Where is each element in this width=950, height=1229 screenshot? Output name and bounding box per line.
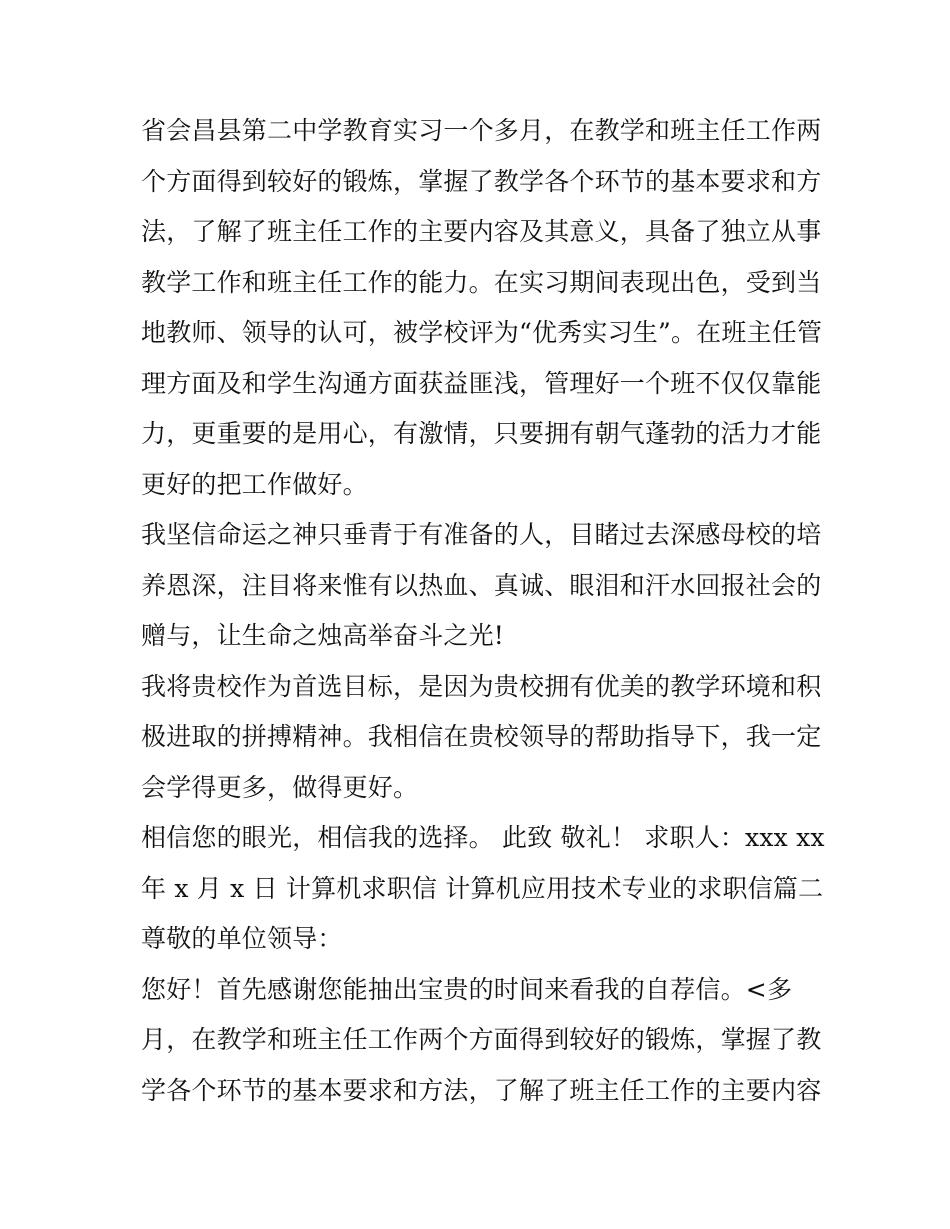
text-line: 个方面得到较好的锻炼，掌握了教学各个环节的基本要求和方 <box>141 166 822 196</box>
text-line: 更好的把工作做好。 <box>141 469 368 499</box>
text-line: 赠与，让生命之烛高举奋斗之光! <box>141 621 505 650</box>
text-line: 养恩深，注目将来惟有以热血、真诚、眼泪和汗水回报社会的 <box>141 570 822 600</box>
text-line: 学各个环节的基本要求和方法，了解了班主任工作的主要内容 <box>141 1075 822 1105</box>
text-line: 尊敬的单位领导： <box>141 924 343 953</box>
text-line: 我坚信命运之神只垂青于有准备的人，目睹过去深感母校的培 <box>141 520 822 549</box>
text-line: 年 x 月 x 日 计算机求职信 计算机应用技术专业的求职信篇二 <box>141 873 824 903</box>
text-line: 相信您的眼光，相信我的选择。 此致 敬礼！ 求职人：xxx xx <box>141 823 825 852</box>
text-line: 会学得更多，做得更好。 <box>141 772 419 802</box>
text-line: 极进取的拼搏精神。我相信在贵校领导的帮助指导下，我一定 <box>141 722 822 751</box>
text-line: 您好！首先感谢您能抽出宝贵的时间来看我的自荐信。<多 <box>141 974 793 1004</box>
text-line: 教学工作和班主任工作的能力。在实习期间表现出色，受到当 <box>141 267 822 297</box>
text-line: 省会昌县第二中学教育实习一个多月，在教学和班主任工作两 <box>141 116 822 145</box>
document-body <box>141 106 825 1116</box>
text-line: 地教师、领导的认可，被学校评为“优秀实习生”。在班主任管 <box>141 318 823 347</box>
text-line: 力，更重要的是用心，有激情，只要拥有朝气蓬勃的活力才能 <box>141 419 822 448</box>
text-line: 我将贵校作为首选目标，是因为贵校拥有优美的教学环境和积 <box>141 671 822 701</box>
text-line: 法，了解了班主任工作的主要内容及其意义，具备了独立从事 <box>141 217 822 246</box>
text-line: 理方面及和学生沟通方面获益匪浅，管理好一个班不仅仅靠能 <box>141 368 822 398</box>
text-line: 月，在教学和班主任工作两个方面得到较好的锻炼，掌握了教 <box>141 1025 822 1054</box>
